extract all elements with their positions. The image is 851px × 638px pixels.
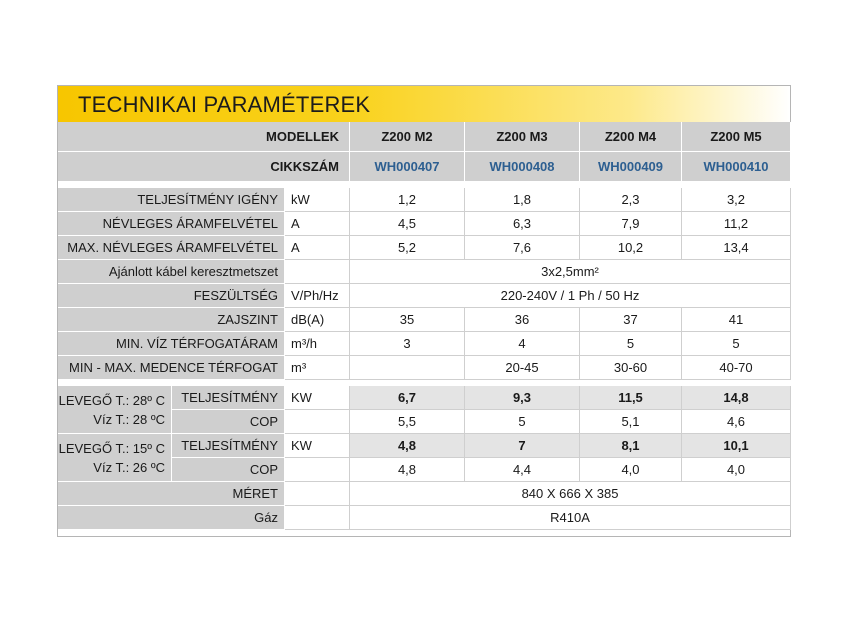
- water-temperature: Víz T.: 28 ºC: [93, 412, 165, 427]
- air-temperature: LEVEGŐ T.: 15º C: [58, 441, 165, 456]
- cop-value: 5,1: [580, 410, 682, 434]
- cop-value: 4,8: [350, 458, 465, 482]
- footer-label: MÉRET: [58, 482, 285, 506]
- spec-value: 4,5: [350, 212, 465, 236]
- spec-value: [350, 356, 465, 380]
- spec-label: ZAJSZINT: [58, 308, 285, 332]
- spec-value: 1,8: [465, 188, 580, 212]
- spec-value-merged: 220-240V / 1 Ph / 50 Hz: [350, 284, 791, 308]
- spec-value: 5,2: [350, 236, 465, 260]
- spec-label: MAX. NÉVLEGES ÁRAMFELVÉTEL: [58, 236, 285, 260]
- performance-value: 4,8: [350, 434, 465, 458]
- cop-value: 4,0: [580, 458, 682, 482]
- spec-unit: m³/h: [285, 332, 350, 356]
- spec-value: 41: [682, 308, 791, 332]
- cop-value: 4,6: [682, 410, 791, 434]
- model-name: Z200 M3: [465, 122, 580, 152]
- performance-value: 14,8: [682, 386, 791, 410]
- performance-label: TELJESÍTMÉNY: [172, 386, 285, 410]
- model-name: Z200 M2: [350, 122, 465, 152]
- cop-label: COP: [172, 458, 285, 482]
- model-name: Z200 M4: [580, 122, 682, 152]
- test-condition: [58, 386, 172, 434]
- models-label: MODELLEK: [58, 122, 350, 152]
- spec-value: 13,4: [682, 236, 791, 260]
- performance-value: 8,1: [580, 434, 682, 458]
- page-title: TECHNIKAI PARAMÉTEREK: [78, 92, 371, 117]
- footer-unit: [285, 506, 350, 530]
- performance-value: 9,3: [465, 386, 580, 410]
- spec-value: 36: [465, 308, 580, 332]
- spec-value: 35: [350, 308, 465, 332]
- spec-value: 6,3: [465, 212, 580, 236]
- cop-label: COP: [172, 410, 285, 434]
- spec-value: 40-70: [682, 356, 791, 380]
- cop-unit: [285, 410, 350, 434]
- spec-value: 20-45: [465, 356, 580, 380]
- performance-value: 7: [465, 434, 580, 458]
- performance-label: TELJESÍTMÉNY: [172, 434, 285, 458]
- cop-value: 4,4: [465, 458, 580, 482]
- cop-value: 4,0: [682, 458, 791, 482]
- spec-unit: A: [285, 236, 350, 260]
- spec-value: 5: [580, 332, 682, 356]
- spec-value: 7,9: [580, 212, 682, 236]
- spec-value: 11,2: [682, 212, 791, 236]
- spec-value: 4: [465, 332, 580, 356]
- footer-value: 840 X 666 X 385: [350, 482, 791, 506]
- spec-unit: A: [285, 212, 350, 236]
- product-code: WH000408: [465, 152, 580, 182]
- performance-unit: KW: [285, 434, 350, 458]
- cop-unit: [285, 458, 350, 482]
- code-label: CIKKSZÁM: [58, 152, 350, 182]
- model-name: Z200 M5: [682, 122, 791, 152]
- spec-unit: m³: [285, 356, 350, 380]
- spec-unit: kW: [285, 188, 350, 212]
- spec-unit: V/Ph/Hz: [285, 284, 350, 308]
- product-code: WH000410: [682, 152, 791, 182]
- spec-value: 3,2: [682, 188, 791, 212]
- performance-unit: KW: [285, 386, 350, 410]
- air-temperature: LEVEGŐ T.: 28º C: [58, 393, 165, 408]
- spec-value: 3: [350, 332, 465, 356]
- spec-label: NÉVLEGES ÁRAMFELVÉTEL: [58, 212, 285, 236]
- spec-unit: [285, 260, 350, 284]
- spec-value: 2,3: [580, 188, 682, 212]
- spec-value-merged: 3x2,5mm²: [350, 260, 791, 284]
- spec-label: MIN. VÍZ TÉRFOGATÁRAM: [58, 332, 285, 356]
- footer-label: Gáz: [58, 506, 285, 530]
- product-code: WH000409: [580, 152, 682, 182]
- product-code: WH000407: [350, 152, 465, 182]
- cop-value: 5,5: [350, 410, 465, 434]
- test-condition: [58, 434, 172, 482]
- spec-label: FESZÜLTSÉG: [58, 284, 285, 308]
- spec-table: [57, 85, 791, 537]
- spec-value: 10,2: [580, 236, 682, 260]
- footer-unit: [285, 482, 350, 506]
- spec-value: 5: [682, 332, 791, 356]
- cop-value: 5: [465, 410, 580, 434]
- spec-value: 7,6: [465, 236, 580, 260]
- spec-value: 37: [580, 308, 682, 332]
- spec-unit: dB(A): [285, 308, 350, 332]
- water-temperature: Víz T.: 26 ºC: [93, 460, 165, 475]
- performance-value: 6,7: [350, 386, 465, 410]
- performance-value: 10,1: [682, 434, 791, 458]
- footer-value: R410A: [350, 506, 791, 530]
- performance-value: 11,5: [580, 386, 682, 410]
- spec-value: 30-60: [580, 356, 682, 380]
- spec-label: Ajánlott kábel keresztmetszet: [58, 260, 285, 284]
- title-banner: [58, 86, 790, 122]
- spec-label: TELJESÍTMÉNY IGÉNY: [58, 188, 285, 212]
- spec-value: 1,2: [350, 188, 465, 212]
- spec-label: MIN - MAX. MEDENCE TÉRFOGAT: [58, 356, 285, 380]
